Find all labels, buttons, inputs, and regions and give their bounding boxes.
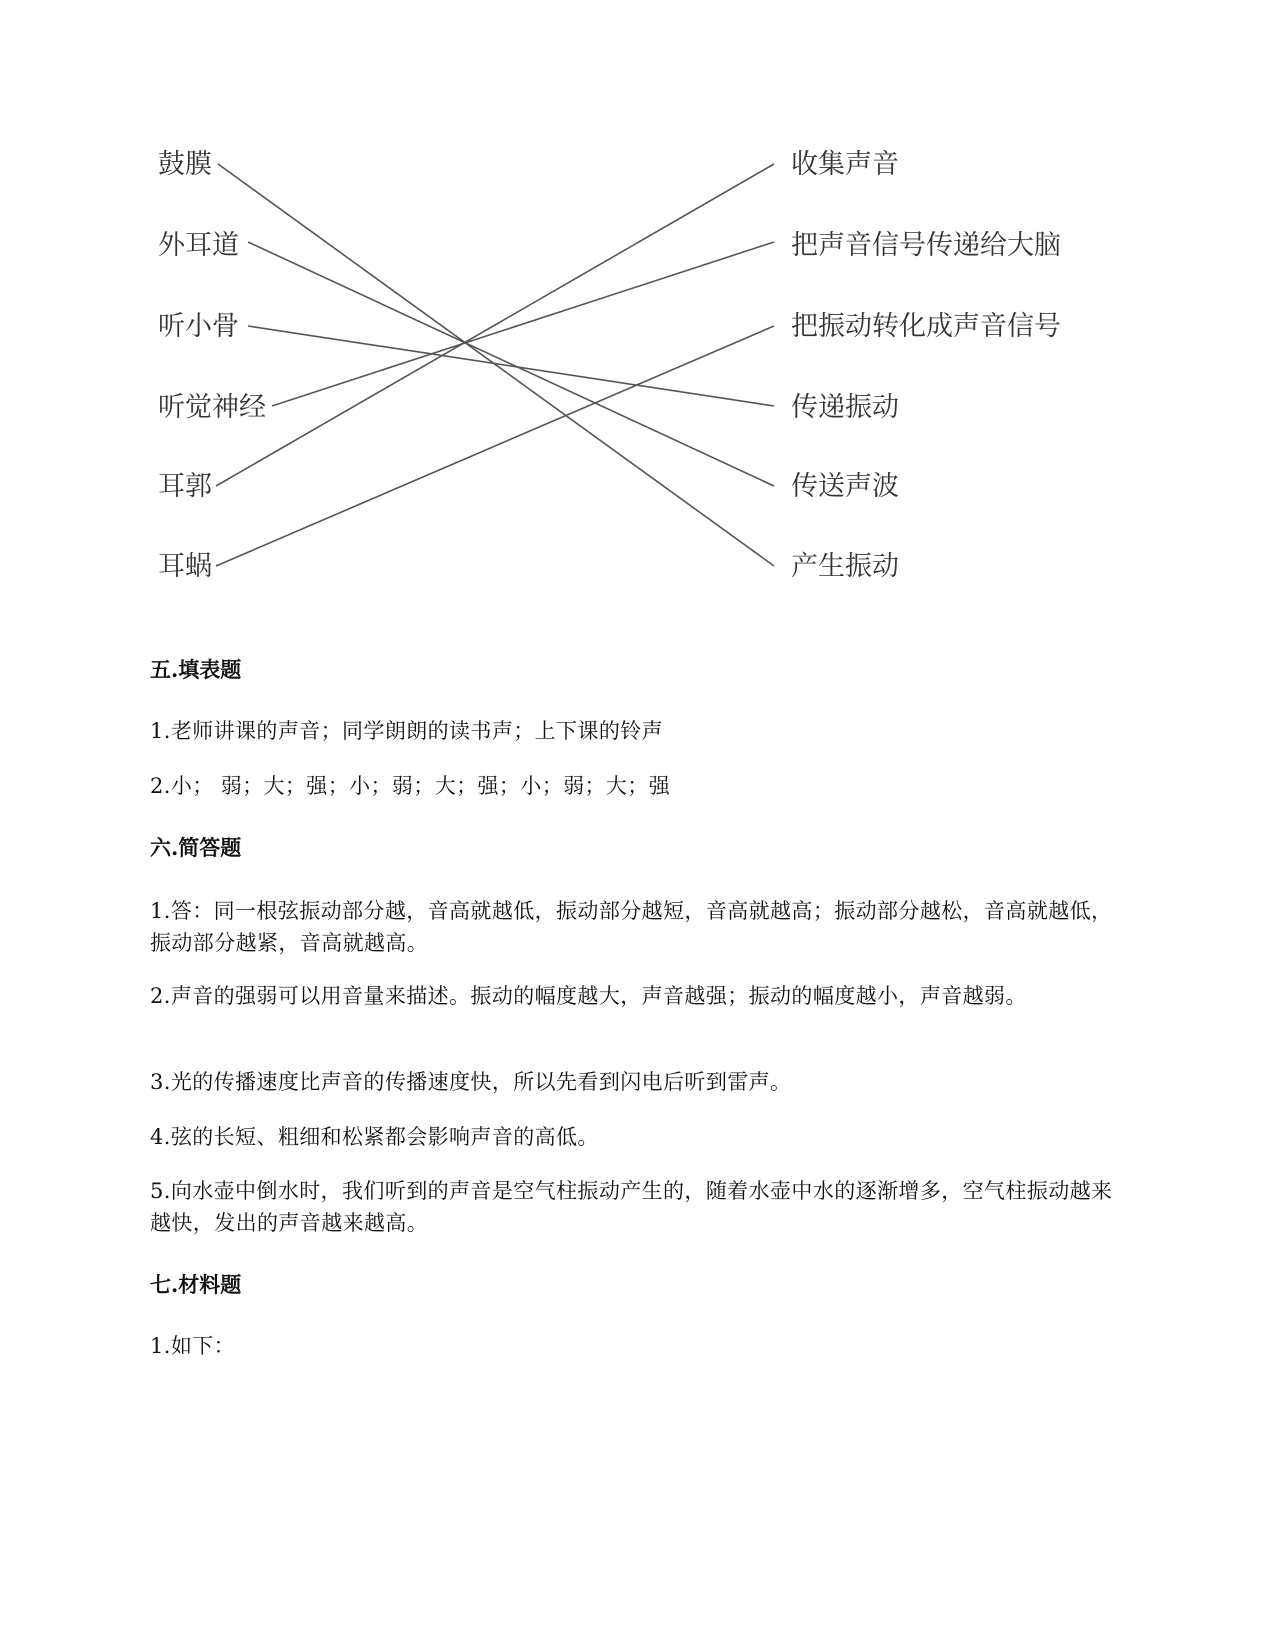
left-item-1: 外耳道	[158, 230, 239, 261]
section-heading-fill-table: 五.填表题	[150, 657, 242, 682]
left-item-4: 耳郭	[158, 471, 212, 502]
section-heading-short-answer: 六.简答题	[150, 835, 242, 860]
connector-line-5-to-2	[216, 326, 774, 566]
left-item-5: 耳蜗	[158, 551, 212, 582]
fill-table-answer-1: 1.老师讲课的声音；同学朗朗的读书声；上下课的铃声	[150, 719, 664, 743]
short-answer-1: 1.答：同一根弦振动部分越，音高就越低，振动部分越短，音高就越高；振动部分越松，音高就越低，振动部分越紧，音高就越高。	[150, 899, 1113, 955]
short-answer-5: 5.向水壶中倒水时，我们听到的声音是空气柱振动产生的，随着水壶中水的逐渐增多，空气柱振动越来越快，发出的声音越来越高。	[150, 1179, 1113, 1235]
matching-figure	[140, 130, 1100, 610]
right-item-5: 产生振动	[791, 551, 899, 582]
section-heading-material: 七.材料题	[150, 1272, 242, 1297]
left-item-2: 听小骨	[158, 311, 239, 342]
short-answer-3: 3.光的传播速度比声音的传播速度快，所以先看到闪电后听到雷声。	[150, 1070, 792, 1094]
material-answer-1: 1.如下：	[150, 1334, 236, 1358]
right-item-0: 收集声音	[791, 149, 899, 180]
right-item-4: 传送声波	[791, 471, 899, 502]
matching-lines	[140, 130, 1100, 610]
left-item-0: 鼓膜	[158, 149, 212, 180]
short-answer-2: 2.声音的强弱可以用音量来描述。振动的幅度越大，声音越强；振动的幅度越小，声音越弱。	[150, 984, 1027, 1008]
connector-line-1-to-4	[248, 242, 774, 486]
right-item-1: 把声音信号传递给大脑	[791, 230, 1061, 261]
right-item-3: 传递振动	[791, 392, 899, 423]
connector-line-0-to-5	[218, 164, 774, 566]
left-item-3: 听觉神经	[158, 392, 266, 423]
fill-table-answer-2: 2.小； 弱；大；强；小；弱；大；强；小；弱；大；强	[150, 774, 671, 798]
connector-line-3-to-1	[272, 242, 774, 406]
connector-line-2-to-3	[248, 326, 774, 406]
connector-line-4-to-0	[216, 164, 774, 486]
right-item-2: 把振动转化成声音信号	[791, 311, 1061, 342]
short-answer-4: 4.弦的长短、粗细和松紧都会影响声音的高低。	[150, 1125, 599, 1149]
